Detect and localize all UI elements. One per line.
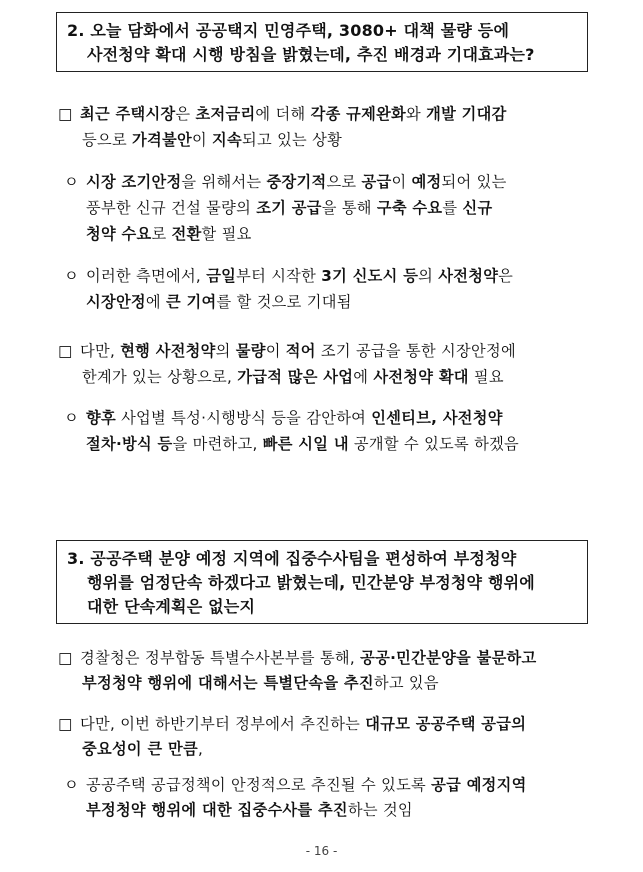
body-text: 필요 [468,368,504,386]
body-text: 은 [498,267,514,285]
emphasized-text: 큰 기여 [166,293,217,311]
body-text: 할 필요 [201,225,252,243]
emphasized-text: 중요성이 큰 만큼 [82,740,198,758]
body-text: 되어 있는 [441,173,507,191]
body-text: 이러한 측면에서, [86,267,207,285]
emphasized-text: 시장 조기안정 [86,173,182,191]
body-text: 다만, [80,342,121,360]
body-text: 에 더해 [255,105,311,123]
emphasized-text: 물량 [235,342,266,360]
emphasized-text: 조기 공급 [256,199,322,217]
emphasized-text: 신규 [462,199,493,217]
body-text: 이 [265,342,286,360]
answer-2-para-5-line-1 [64,408,503,428]
body-text: 경찰청은 정부합동 특별수사본부를 통해, [80,649,361,667]
answer-2-para-5-line-2 [86,434,519,454]
answer-2-para-1-line-1 [58,104,507,124]
emphasized-text: 사전청약 [438,267,499,285]
question-box-2 [56,12,588,72]
answer-2-para-4-line-2 [82,367,504,387]
emphasized-text: 공급 [361,173,392,191]
answer-2-para-3-line-2 [86,292,352,312]
body-text: 의 [215,342,236,360]
question-2-line-1: 2. 오늘 담화에서 공공택지 민영주택, 3080+ 대책 물량 등에 [67,21,510,40]
body-text: 하고 있음 [373,674,439,692]
emphasized-text: 구축 수요 [376,199,443,217]
question-3-line-3: 대한 단속계획은 없는지 [87,597,256,616]
body-text: 사업별 특성·시행방식 등을 감안하여 [115,409,372,427]
body-text: 에 [353,368,374,386]
answer-2-para-2-line-1 [64,172,507,192]
emphasized-text: 대규모 공공주택 공급의 [365,715,527,733]
emphasized-text: 지속 [212,131,242,149]
question-3-line-1: 3. 공공주택 분양 예정 지역에 집중수사팀을 편성하여 부정청약 [67,549,517,568]
body-text: 로 [151,225,172,243]
answer-3-para-1-line-2 [82,673,439,693]
emphasized-text: 시장안정 [86,293,146,311]
emphasized-text: 가급적 많은 사업 [237,368,354,386]
circle-bullet-icon: ㅇ [64,776,79,794]
square-bullet-icon: □ [58,105,73,123]
body-text: 으로 [326,173,362,191]
body-text: 조기 공급을 통한 시장안정에 [315,342,516,360]
question-3-line-2: 행위를 엄정단속 하겠다고 밝혔는데, 민간분양 부정청약 행위에 [87,573,535,592]
body-text: 한계가 있는 상황으로, [82,368,238,386]
emphasized-text: 공공·민간분양을 불문하고 [360,649,537,667]
emphasized-text: 공급 예정지역 [431,776,527,794]
emphasized-text: 향후 [86,409,116,427]
body-text: 와 [406,105,427,123]
page-number: - 16 - [305,844,338,858]
body-text: 를 할 것으로 기대됨 [216,293,352,311]
body-text: 이 [391,173,412,191]
emphasized-text: 각종 규제완화 [310,105,407,123]
body-text: 을 위해서는 [181,173,267,191]
body-text: , [197,740,204,758]
emphasized-text: 최근 주택시장 [80,105,176,123]
body-text: 부터 시작한 [236,267,322,285]
body-text: 공개할 수 있도록 하겠음 [348,435,520,453]
body-text: 의 [418,267,439,285]
emphasized-text: 부정청약 행위에 대해서는 특별단속을 추진 [82,674,374,692]
circle-bullet-icon: ㅇ [64,267,79,285]
body-text: 은 [175,105,196,123]
emphasized-text: 절차·방식 등 [86,435,173,453]
emphasized-text: 인센티브, 사전청약 [371,409,503,427]
body-text: 되고 있는 상황 [242,131,343,149]
body-text: 를 [442,199,463,217]
circle-bullet-icon: ㅇ [64,173,79,191]
body-text: 하는 것임 [347,801,413,819]
answer-3-para-3-line-1 [64,775,527,795]
body-text: 공공주택 공급정책이 안정적으로 추진될 수 있도록 [86,776,432,794]
answer-3-para-3-line-2 [86,800,413,820]
emphasized-text: 청약 수요 [86,225,152,243]
answer-2-para-4-line-1 [58,341,516,361]
square-bullet-icon: □ [58,649,73,667]
emphasized-text: 예정 [411,173,442,191]
circle-bullet-icon: ㅇ [64,409,79,427]
question-box-3 [56,540,588,624]
question-2-line-2: 사전청약 확대 시행 방침을 밝혔는데, 추진 배경과 기대효과는? [87,45,535,64]
square-bullet-icon: □ [58,715,73,733]
emphasized-text: 초저금리 [195,105,256,123]
emphasized-text: 현행 사전청약 [120,342,216,360]
emphasized-text: 가격불안 [132,131,192,149]
square-bullet-icon: □ [58,342,73,360]
emphasized-text: 적어 [285,342,316,360]
emphasized-text: 금일 [206,267,237,285]
body-text: 을 통해 [321,199,377,217]
answer-3-para-2-line-1 [58,714,526,734]
emphasized-text: 중장기적 [266,173,327,191]
body-text: 다만, 이번 하반기부터 정부에서 추진하는 [80,715,366,733]
answer-2-para-2-line-2 [86,198,492,218]
body-text: 이 [191,131,213,149]
body-text: 등으로 [82,131,133,149]
emphasized-text: 사전청약 확대 [373,368,469,386]
emphasized-text: 전환 [171,225,202,243]
emphasized-text: 개발 기대감 [426,105,507,123]
emphasized-text: 부정청약 행위에 대한 집중수사를 추진 [86,801,348,819]
emphasized-text: 빠른 시일 내 [262,435,349,453]
emphasized-text: 3기 신도시 등 [321,267,419,285]
answer-3-para-1-line-1 [58,648,537,668]
body-text: 을 마련하고, [172,435,263,453]
answer-2-para-2-line-3 [86,224,252,244]
body-text: 풍부한 신규 건설 물량의 [86,199,257,217]
body-text: 에 [145,293,166,311]
answer-3-para-2-line-2 [82,739,203,759]
answer-2-para-3-line-1 [64,266,513,286]
answer-2-para-1-line-2 [82,130,342,150]
